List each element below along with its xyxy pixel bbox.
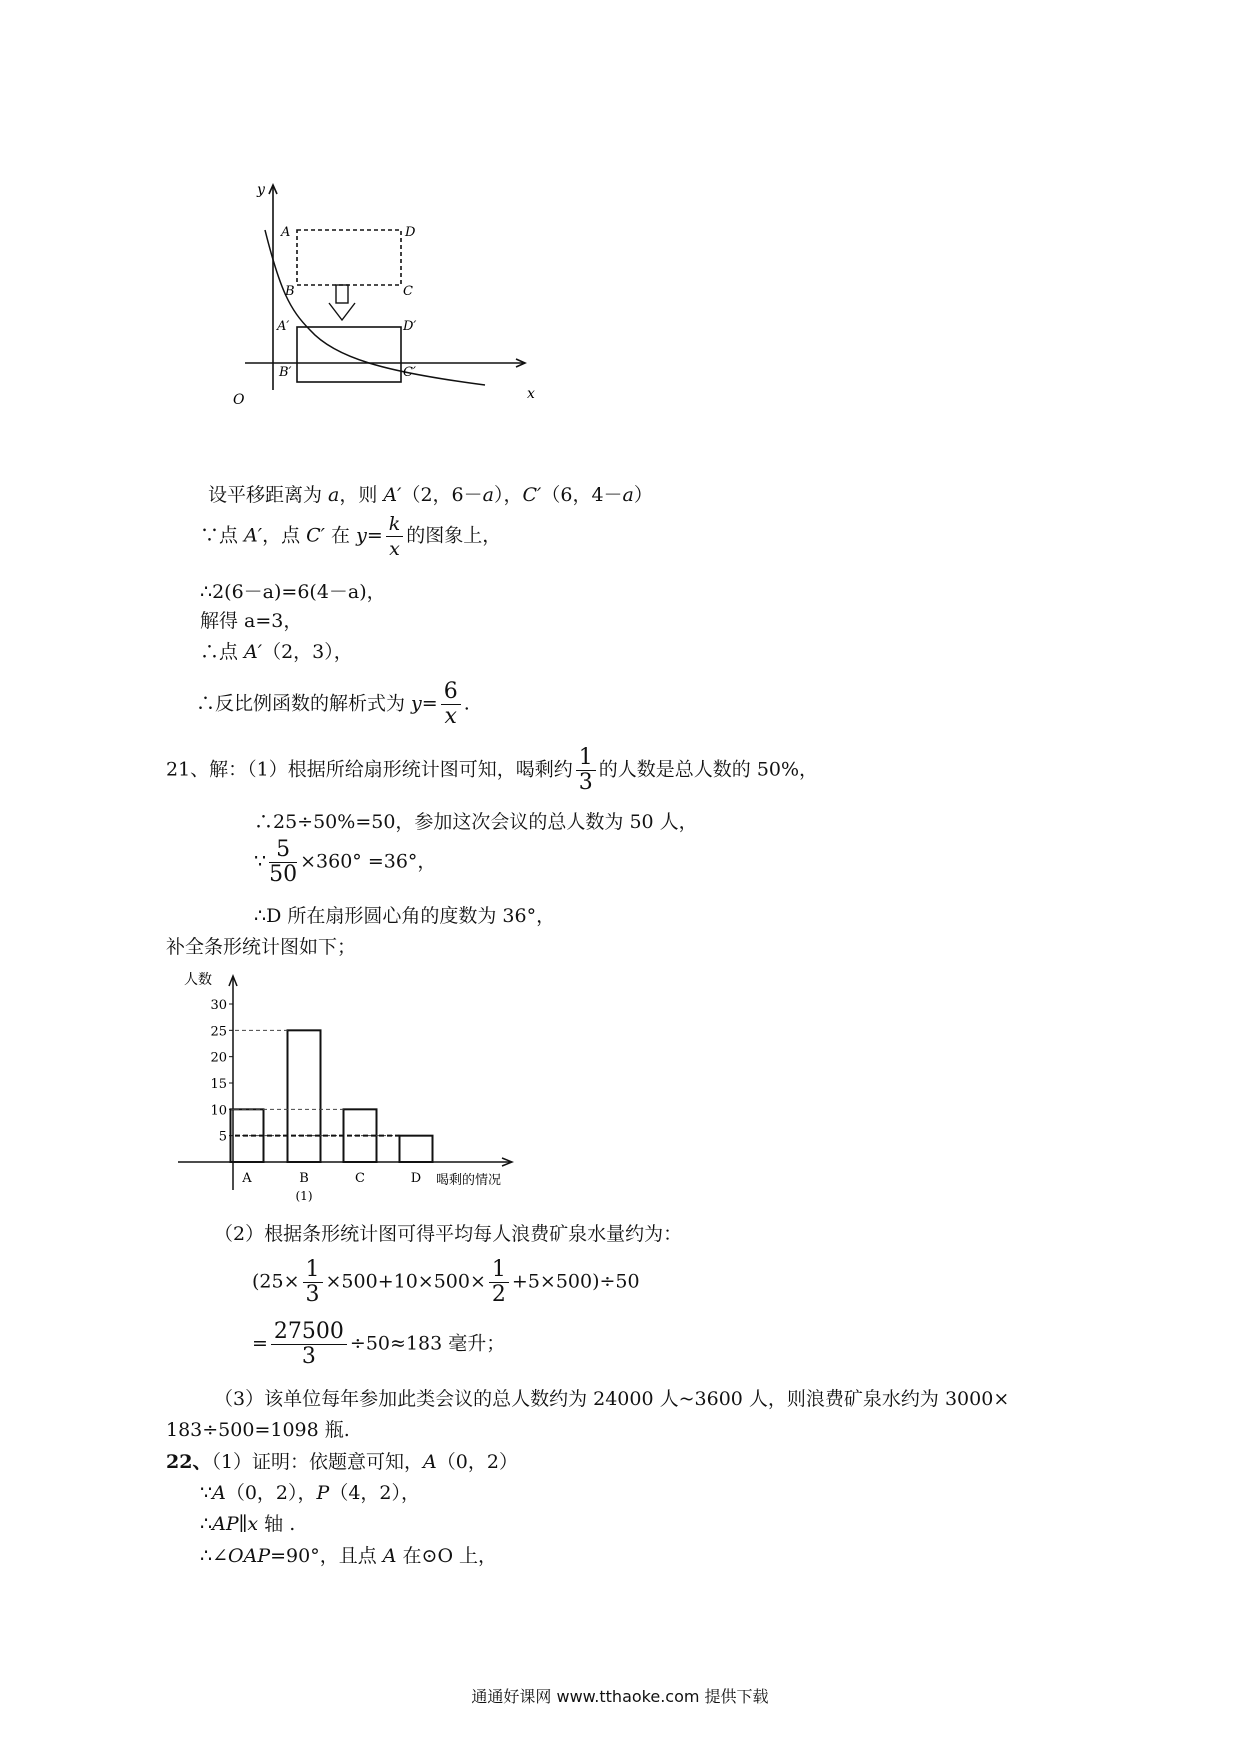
text: 设平移距离为 bbox=[208, 484, 329, 506]
y-tick-label: 10 bbox=[210, 1103, 227, 1119]
text: 轴 . bbox=[258, 1513, 296, 1535]
y-axis-label: 人数 bbox=[184, 972, 212, 988]
denominator: 3 bbox=[578, 770, 593, 795]
point-c-prime: C′ bbox=[522, 484, 542, 506]
y-equals: y= bbox=[356, 524, 383, 547]
fraction-one-third bbox=[303, 1258, 323, 1307]
x-tick-label: C bbox=[355, 1171, 365, 1186]
p21-line3 bbox=[254, 838, 436, 887]
point-a: A bbox=[382, 1545, 397, 1567]
text: 在⊙O 上， bbox=[396, 1545, 498, 1567]
fraction-6-over-x bbox=[441, 680, 461, 729]
numerator: 27500 bbox=[271, 1320, 347, 1345]
p21b-line1: （2）根据条形统计图可得平均每人浪费矿泉水量约为： bbox=[214, 1223, 683, 1245]
fraction-5-over-50 bbox=[269, 838, 297, 887]
y-tick-label: 5 bbox=[218, 1129, 227, 1145]
p21b-line2 bbox=[252, 1258, 640, 1307]
p22-line4 bbox=[200, 1544, 497, 1568]
p21b-line4: （3）该单位每年参加此类会议的总人数约为 24000 人~3600 人，则浪费矿泉水约为 3000× bbox=[214, 1388, 1010, 1410]
p20-line5 bbox=[200, 640, 353, 664]
p20-line6 bbox=[196, 680, 470, 729]
x-axis-label: 喝剩的情况 bbox=[436, 1173, 502, 1188]
hyperbola-figure bbox=[235, 180, 535, 425]
denominator: 3 bbox=[305, 1282, 320, 1307]
text: =90°，且点 bbox=[270, 1545, 383, 1567]
y-equals: y= bbox=[411, 692, 438, 715]
denominator: x bbox=[389, 538, 400, 560]
p21-line4: ∴D 所在扇形圆心角的度数为 36°， bbox=[254, 905, 556, 927]
var-a: a bbox=[482, 484, 494, 506]
denominator: 3 bbox=[301, 1344, 316, 1369]
p22-line1 bbox=[166, 1450, 518, 1474]
segment-ap: AP bbox=[212, 1513, 239, 1535]
fraction-one-third bbox=[576, 746, 596, 795]
denominator: 2 bbox=[491, 1282, 506, 1307]
fraction-k-over-x bbox=[386, 512, 404, 561]
p20-line3: ∴2(6－a)=6(4－a)， bbox=[200, 581, 386, 603]
angle-oap: OAP bbox=[228, 1545, 271, 1567]
p20-line2 bbox=[200, 512, 501, 561]
text: ∴ bbox=[200, 1513, 213, 1535]
text: ，则 bbox=[339, 484, 384, 506]
chart-caption: (1) bbox=[295, 1189, 313, 1203]
point-a-prime: A′ bbox=[244, 641, 263, 663]
text: ∵ bbox=[200, 1482, 213, 1504]
numerator: k bbox=[386, 512, 404, 537]
text: 21、解：（1）根据所给扇形统计图可知，喝剩约 bbox=[166, 758, 573, 781]
var-a: a bbox=[328, 484, 340, 506]
p22-line2 bbox=[200, 1481, 420, 1505]
y-tick-label: 30 bbox=[210, 998, 227, 1013]
p20-line1 bbox=[208, 483, 653, 507]
text: (25× bbox=[252, 1270, 300, 1293]
text: ∴反比例函数的解析式为 bbox=[196, 692, 412, 715]
text: ，点 bbox=[262, 524, 307, 547]
numerator: 5 bbox=[269, 838, 297, 863]
p21-line2: ∴25÷50%=50，参加这次会议的总人数为 50 人， bbox=[254, 811, 698, 833]
p21-line1 bbox=[166, 746, 818, 795]
y-tick-label: 15 bbox=[210, 1077, 227, 1092]
text: +5×500)÷50 bbox=[511, 1270, 640, 1293]
problem-number: 22、 bbox=[166, 1451, 212, 1473]
point-a-prime: A′ bbox=[383, 484, 402, 506]
text: ∵ bbox=[254, 850, 267, 873]
point-label-c: C bbox=[403, 284, 413, 299]
text: 的图象上， bbox=[406, 524, 502, 547]
p21b-line5: 183÷500=1098 瓶. bbox=[166, 1419, 350, 1441]
text: ）， bbox=[493, 484, 523, 506]
text: （6，4－ bbox=[541, 484, 623, 506]
numerator: 1 bbox=[576, 746, 596, 771]
text: ∵点 bbox=[200, 524, 245, 547]
text: ∴∠ bbox=[200, 1545, 229, 1567]
x-tick-label: B bbox=[299, 1171, 309, 1186]
p22-line3 bbox=[200, 1512, 295, 1536]
point-a-prime: A′ bbox=[244, 524, 263, 547]
var-x: x bbox=[247, 1513, 259, 1535]
text: （1）证明：依题意可知， bbox=[211, 1451, 424, 1473]
origin-label: O bbox=[233, 392, 245, 408]
text: 的人数是总人数的 50%， bbox=[598, 758, 819, 781]
point-label-b: B bbox=[285, 284, 295, 299]
fraction-one-half bbox=[489, 1258, 509, 1307]
point-label-d: D bbox=[405, 225, 416, 240]
text: ×360° =36°， bbox=[300, 850, 437, 873]
point-a: A bbox=[423, 1451, 437, 1473]
point-a: A bbox=[212, 1482, 226, 1504]
numerator: 1 bbox=[489, 1258, 509, 1283]
point-label-d-prime: D′ bbox=[403, 319, 417, 334]
x-tick-label: A bbox=[242, 1171, 252, 1186]
x-tick-label: D bbox=[410, 1171, 422, 1186]
bar-chart bbox=[184, 966, 570, 1206]
point-label-a: A bbox=[281, 225, 291, 240]
text: 在 bbox=[325, 524, 357, 547]
text: = bbox=[252, 1332, 268, 1355]
text: ×500+10×500× bbox=[325, 1270, 486, 1293]
bar bbox=[400, 1136, 433, 1162]
text: ∴点 bbox=[200, 641, 245, 663]
denominator: 50 bbox=[269, 862, 298, 887]
y-axis-label: y bbox=[257, 182, 265, 198]
text: ∥ bbox=[238, 1513, 248, 1535]
y-tick-label: 25 bbox=[210, 1024, 227, 1040]
text: （2，3）， bbox=[262, 641, 353, 663]
fraction-27500-over-3 bbox=[271, 1320, 347, 1369]
numerator: 6 bbox=[441, 680, 461, 705]
point-label-a-prime: A′ bbox=[277, 319, 290, 334]
denominator: x bbox=[444, 704, 457, 729]
text: ÷50≈183 毫升； bbox=[349, 1332, 506, 1355]
bar bbox=[288, 1030, 321, 1162]
text: （4，2）， bbox=[329, 1482, 420, 1504]
text: （0，2） bbox=[436, 1451, 518, 1473]
x-axis-label: x bbox=[527, 386, 535, 402]
page-footer: 通通好课网 www.tthaoke.com 提供下载 bbox=[471, 1687, 769, 1706]
text: . bbox=[463, 692, 470, 715]
text: （2，6－ bbox=[401, 484, 483, 506]
p21-line5: 补全条形统计图如下； bbox=[166, 936, 357, 958]
text: ） bbox=[633, 484, 653, 506]
point-label-c-prime: C′ bbox=[403, 365, 416, 380]
p21b-line3 bbox=[252, 1320, 505, 1369]
point-label-b-prime: B′ bbox=[279, 365, 292, 380]
point-p: P bbox=[316, 1482, 330, 1504]
y-tick-label: 20 bbox=[210, 1050, 227, 1066]
numerator: 1 bbox=[303, 1258, 323, 1283]
p20-line4: 解得 a=3， bbox=[200, 610, 303, 632]
text: （0，2）， bbox=[225, 1482, 317, 1504]
point-c-prime: C′ bbox=[306, 524, 325, 547]
var-a: a bbox=[622, 484, 634, 506]
